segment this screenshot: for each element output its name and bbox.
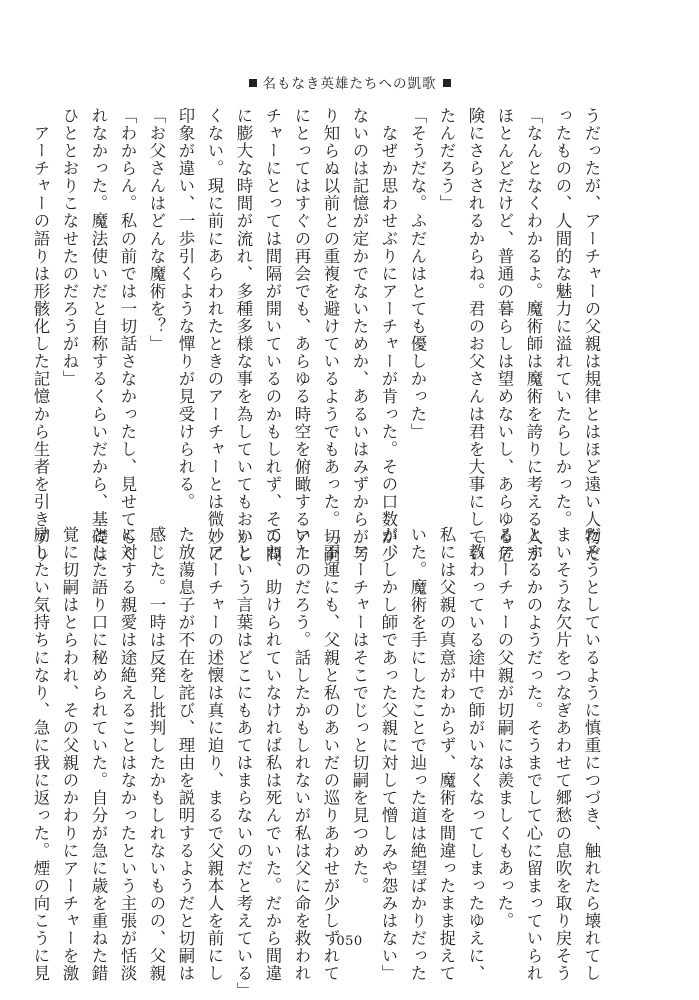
text-line: 励したい気持ちになり、急に我に返った。煙の向こうに見 [31,526,50,983]
text-line: まいそうな欠片をつなぎあわせて郷愁の息吹を取り戻そう [553,526,572,983]
text-line: チャーにとっては間隔が開いているのかもしれず、その間 [263,107,282,564]
text-line: いという言葉はどこにもあてはまらないのだと考えている」 [234,526,253,1000]
text-line: にとってはすぐの再会でも、あらゆる時空を俯瞰するアー [292,107,311,564]
page-number: 050 [336,934,363,949]
text-line: 感じた。一時は反発し批判したかもしれないものの、父親 [147,526,166,983]
text-line: 印象が違い、一歩引くような憚りが見受けられる。 [176,107,195,511]
text-line: アーチャーの述懐は真に迫り、まるで父親本人を前にし [205,526,224,983]
text-line: れなかった。魔法使いだと自称するくらいだから、基礎は [89,107,108,564]
text-line: り知らぬ以前との重複を避けているようでもあった。切嗣 [321,107,340,564]
text-line: 「わからん。私の前では一切話さなかったし、見せてもく [118,107,137,564]
text-line: に対する親愛は途絶えることはなかったという主張が恬淡 [118,526,137,983]
text-line: 「そうだな。ふだんはとても優しかった」 [408,107,427,441]
text-line: アーチャーの語りは形骸化した記憶から生者を引きずり [31,107,50,564]
text-line: るアーチャーの父親が切嗣には羨ましくもあった。 [495,526,514,930]
text-line: とした語り口に秘められていた。自分が急に歳を重ねた錯 [89,526,108,983]
text-line: ほとんどだけど、普通の暮らしは望めないし、あらゆる危 [495,107,514,564]
square-bullet-icon [249,79,257,87]
text-line: ないのは記憶が定かでないためか、あるいはみずからが与 [350,107,369,564]
text-block-top [31,107,606,564]
text-line: 「なんとなくわかるよ。魔術師は魔術を誇りに考える人が [524,107,543,564]
text-line: アーチャーはそこでじっと切嗣を見つめた。 [350,526,369,895]
text-line: に膨大な時間が流れ、多種多様な事を為していてもおかし [234,107,253,564]
text-line: 覚に切嗣はとらわれ、その父親のかわりにアーチャーを激 [60,526,79,983]
text-line: うだったが、アーチャーの父親は規律とはほど遠い人物だ [582,107,601,564]
text-line: 「お父さんはどんな魔術を？」 [147,107,166,353]
text-line: だそうとしているように慎重につづき、触れたら壊れてし [582,526,601,983]
text-line: 険にさらされるからね。君のお父さんは君を大事にしてい [466,107,485,564]
text-line: とするかのようだった。そうまでして心に留まっていられ [524,526,543,983]
text-line: てね、助けられていなければ私は死んでいた。だから間違 [263,526,282,983]
text-line: が、しかし師であった父親に対して憎しみや怨みはない」 [379,526,398,983]
text-line: いたのだろう。話したかもしれないが私は父に命を救われ [292,526,311,983]
text-line: 私には父親の真意がわからず、魔術を間違ったまま捉えて [437,526,456,983]
text-line: たんだろう」 [437,107,456,213]
text-line: 「不運にも、父親と私のあいだの巡りあわせが少しずれて [321,526,340,983]
text-line: ったものの、人間的な魅力に溢れていたらしかった。 [553,107,572,529]
text-line: ひととおりこなせたのだろうがね」 [60,107,79,388]
square-bullet-icon [443,79,451,87]
text-line: 「教わっている途中で師がいなくなってしまったゆえに、 [466,526,485,983]
text-line: なぜか思わせぶりにアーチャーが肯った。その口数が少 [379,107,398,564]
book-title: 名もなき英雄たちへの凱歌 [262,76,437,92]
text-line: いた。魔術を手にしたことで辿った道は絶望ばかりだった [408,526,427,983]
text-line: た放蕩息子が不在を詫び、理由を説明するようだと切嗣は [176,526,195,983]
running-header [0,72,699,92]
text-line: くない。現に前にあらわれたときのアーチャーとは微妙に [205,107,224,564]
